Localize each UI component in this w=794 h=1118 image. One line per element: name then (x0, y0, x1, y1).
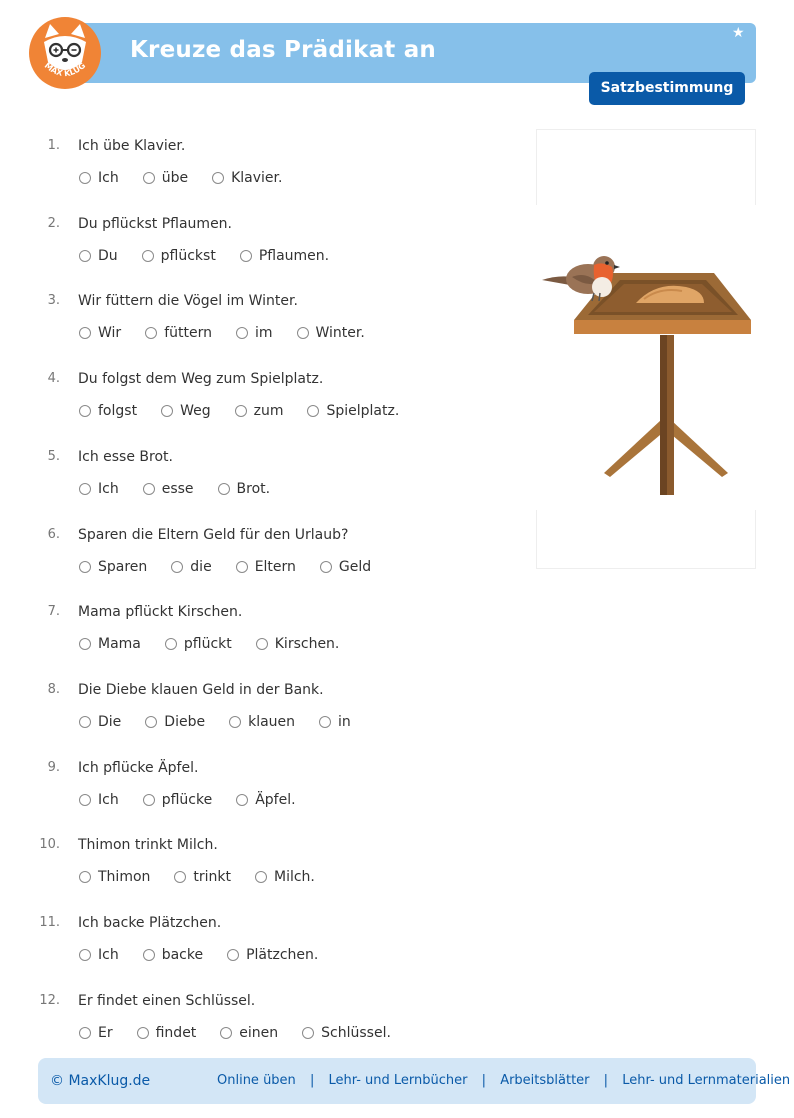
option-label: Thimon (98, 869, 151, 886)
radio-button[interactable] (165, 638, 177, 650)
answer-option[interactable] (79, 636, 141, 652)
answer-options (79, 636, 363, 652)
exercise-item (0, 837, 520, 907)
footer-link-online[interactable]: Online üben (217, 1073, 296, 1088)
exercise-number: 2. (47, 215, 60, 231)
exercise-number: 1. (47, 138, 60, 153)
radio-button[interactable] (79, 638, 91, 650)
radio-button[interactable] (236, 327, 248, 339)
radio-button[interactable] (240, 250, 252, 262)
exercise-number: 3. (47, 293, 60, 309)
radio-button[interactable] (236, 794, 248, 806)
option-label: Sparen (98, 558, 148, 575)
answer-option[interactable] (143, 481, 194, 497)
option-label: Äpfel. (255, 791, 296, 808)
exercise-item (0, 138, 520, 208)
answer-option[interactable] (137, 1025, 197, 1041)
answer-options (79, 403, 423, 419)
answer-option[interactable] (79, 714, 121, 730)
exercise-sentence: Die Diebe klauen Geld in der Bank. (78, 681, 324, 698)
answer-option[interactable] (240, 248, 329, 264)
option-label: Brot. (236, 480, 271, 497)
option-label: klauen (248, 713, 296, 730)
option-label: pflücke (161, 791, 213, 808)
answer-option[interactable] (79, 248, 118, 264)
answer-option[interactable] (174, 869, 231, 885)
option-label: Mama (98, 636, 141, 653)
exercise-sentence: Ich pflücke Äpfel. (78, 759, 199, 776)
answer-option[interactable] (236, 325, 273, 341)
exercise-number: 9. (47, 759, 60, 775)
answer-option[interactable] (79, 792, 119, 808)
answer-option[interactable] (320, 559, 371, 575)
answer-option[interactable] (79, 559, 147, 575)
answer-option[interactable] (218, 481, 271, 497)
exercise-item (0, 371, 520, 441)
option-label: Ich (98, 480, 119, 497)
answer-options (79, 248, 353, 264)
radio-button[interactable] (171, 561, 183, 573)
option-label: übe (161, 170, 189, 186)
radio-button[interactable] (79, 794, 91, 806)
option-label: Schlüssel. (321, 1024, 391, 1041)
option-label: Milch. (274, 869, 315, 886)
radio-button[interactable] (79, 1027, 91, 1039)
radio-button[interactable] (212, 172, 224, 184)
answer-option[interactable] (145, 325, 212, 341)
logo-text: MAX KLUG (42, 60, 88, 79)
exercise-sentence: Ich übe Klavier. (78, 138, 186, 154)
answer-options (79, 1025, 415, 1041)
page-title: Kreuze das Prädikat an (130, 37, 436, 63)
radio-button[interactable] (145, 327, 157, 339)
option-label: Plätzchen. (246, 947, 319, 963)
answer-option[interactable] (165, 636, 232, 652)
exercise-number: 6. (47, 526, 60, 542)
radio-button[interactable] (79, 561, 91, 573)
exercise-number: 7. (47, 604, 60, 620)
answer-option[interactable] (79, 947, 119, 963)
exercise-sentence: Ich backe Plätzchen. (78, 915, 222, 931)
option-label: Kirschen. (274, 636, 340, 653)
answer-option[interactable] (319, 714, 351, 730)
exercise-number: 12. (39, 992, 60, 1008)
answer-option[interactable] (143, 947, 203, 963)
exercise-item (0, 604, 520, 674)
answer-options (79, 792, 320, 808)
answer-option[interactable] (255, 869, 315, 885)
radio-button[interactable] (236, 561, 248, 573)
answer-option[interactable] (297, 325, 365, 341)
exercise-sentence: Ich esse Brot. (78, 448, 173, 465)
radio-button[interactable] (143, 172, 155, 184)
answer-options (79, 869, 339, 885)
answer-option[interactable] (229, 714, 295, 730)
option-label: Wir (98, 325, 122, 342)
exercise-sentence: Wir füttern die Vögel im Winter. (78, 293, 298, 310)
option-label: folgst (98, 403, 138, 420)
option-label: in (338, 713, 351, 730)
option-label: Klavier. (231, 170, 283, 186)
answer-option[interactable] (161, 403, 211, 419)
exercise-sentence: Mama pflückt Kirschen. (78, 604, 243, 621)
answer-option[interactable] (79, 403, 137, 419)
exercise-item (0, 216, 520, 286)
exercise-sentence: Er findet einen Schlüssel. (78, 992, 256, 1009)
answer-option[interactable] (143, 170, 188, 186)
exercise-number: 11. (39, 915, 60, 930)
radio-button[interactable] (145, 716, 157, 728)
category-badge: Satzbestimmung (589, 72, 745, 105)
footer-links (217, 1073, 790, 1088)
exercise-item (0, 449, 520, 519)
exercise-item (0, 760, 520, 830)
radio-button[interactable] (220, 1027, 232, 1039)
radio-button[interactable] (307, 405, 319, 417)
exercise-number: 8. (47, 681, 60, 697)
option-label: esse (161, 480, 194, 497)
exercise-sentence: Sparen die Eltern Geld für den Urlaub? (78, 526, 349, 543)
answer-option[interactable] (227, 947, 318, 963)
footer-separator: | (309, 1073, 315, 1088)
option-label: Diebe (164, 713, 206, 730)
option-label: Ich (98, 170, 119, 186)
answer-options (79, 947, 342, 963)
radio-button[interactable] (79, 172, 91, 184)
exercise-item (0, 993, 520, 1063)
radio-button[interactable] (79, 250, 91, 262)
answer-options (79, 170, 306, 186)
option-label: Geld (338, 558, 372, 575)
option-label: Ich (98, 947, 119, 963)
radio-button[interactable] (161, 405, 173, 417)
answer-option[interactable] (143, 792, 213, 808)
answer-options (79, 325, 389, 341)
answer-option[interactable] (220, 1025, 278, 1041)
option-label: Die (98, 713, 122, 730)
radio-button[interactable] (174, 871, 186, 883)
answer-options (79, 559, 395, 575)
option-label: Ich (98, 791, 119, 808)
answer-option[interactable] (236, 792, 295, 808)
footer-separator: | (481, 1073, 487, 1088)
fox-logo-icon (28, 16, 102, 90)
exercise-sentence: Du pflückst Pflaumen. (78, 215, 233, 232)
option-label: Eltern (254, 558, 296, 575)
footer-link-worksheets[interactable]: Arbeitsblätter (500, 1073, 590, 1088)
footer-link-books[interactable]: Lehr- und Lernbücher (328, 1073, 468, 1088)
radio-button[interactable] (235, 405, 247, 417)
exercise-sentence: Du folgst dem Weg zum Spielplatz. (78, 371, 324, 388)
footer-copyright: © MaxKlug.de (50, 1073, 151, 1089)
option-label: zum (253, 403, 284, 420)
option-label: Pflaumen. (258, 247, 330, 264)
exercise-number: 4. (47, 371, 60, 387)
radio-button[interactable] (79, 871, 91, 883)
answer-option[interactable] (79, 481, 119, 497)
radio-button[interactable] (229, 716, 241, 728)
option-label: pflückst (160, 247, 216, 264)
answer-options (79, 714, 375, 730)
answer-option[interactable] (171, 559, 211, 575)
radio-button[interactable] (320, 561, 332, 573)
answer-option[interactable] (79, 869, 150, 885)
radio-button[interactable] (319, 716, 331, 728)
answer-option[interactable] (236, 559, 296, 575)
radio-button[interactable] (79, 949, 91, 961)
radio-button[interactable] (143, 483, 155, 495)
option-label: backe (161, 947, 204, 963)
footer-link-materials[interactable]: Lehr- und Lernmaterialien (622, 1073, 791, 1088)
radio-button[interactable] (297, 327, 309, 339)
option-label: die (190, 558, 212, 575)
option-label: pflückt (183, 636, 232, 653)
answer-option[interactable] (235, 403, 284, 419)
option-label: Spielplatz. (326, 403, 400, 420)
option-label: Er (98, 1024, 113, 1041)
option-label: findet (155, 1024, 197, 1041)
footer-separator: | (603, 1073, 609, 1088)
option-label: Weg (180, 403, 211, 420)
option-label: füttern (164, 325, 212, 342)
radio-button[interactable] (255, 871, 267, 883)
radio-button[interactable] (79, 405, 91, 417)
exercise-number: 10. (39, 837, 60, 853)
radio-button[interactable] (302, 1027, 314, 1039)
radio-button[interactable] (79, 483, 91, 495)
radio-button[interactable] (227, 949, 239, 961)
answer-option[interactable] (256, 636, 340, 652)
exercise-item (0, 682, 520, 752)
answer-option[interactable] (307, 403, 399, 419)
option-label: trinkt (193, 869, 231, 886)
answer-option[interactable] (145, 714, 205, 730)
option-label: Du (98, 247, 118, 264)
radio-button[interactable] (79, 716, 91, 728)
answer-option[interactable] (142, 248, 216, 264)
exercise-sentence: Thimon trinkt Milch. (78, 837, 218, 854)
radio-button[interactable] (79, 327, 91, 339)
bird-feeder-illustration (536, 205, 756, 510)
option-label: einen (239, 1024, 279, 1041)
option-label: Winter. (315, 325, 365, 342)
star-icon: ★ (732, 25, 745, 41)
radio-button[interactable] (218, 483, 230, 495)
exercise-number: 5. (47, 448, 60, 464)
exercise-item (0, 293, 520, 363)
radio-button[interactable] (143, 794, 155, 806)
answer-option[interactable] (79, 1025, 113, 1041)
radio-button[interactable] (143, 949, 155, 961)
answer-option[interactable] (79, 325, 121, 341)
radio-button[interactable] (137, 1027, 149, 1039)
exercise-item (0, 915, 520, 985)
exercise-item (0, 527, 520, 597)
option-label: im (254, 325, 273, 342)
answer-option[interactable] (302, 1025, 391, 1041)
radio-button[interactable] (256, 638, 268, 650)
answer-option[interactable] (79, 170, 119, 186)
radio-button[interactable] (142, 250, 154, 262)
answer-option[interactable] (212, 170, 282, 186)
answer-options (79, 481, 294, 497)
